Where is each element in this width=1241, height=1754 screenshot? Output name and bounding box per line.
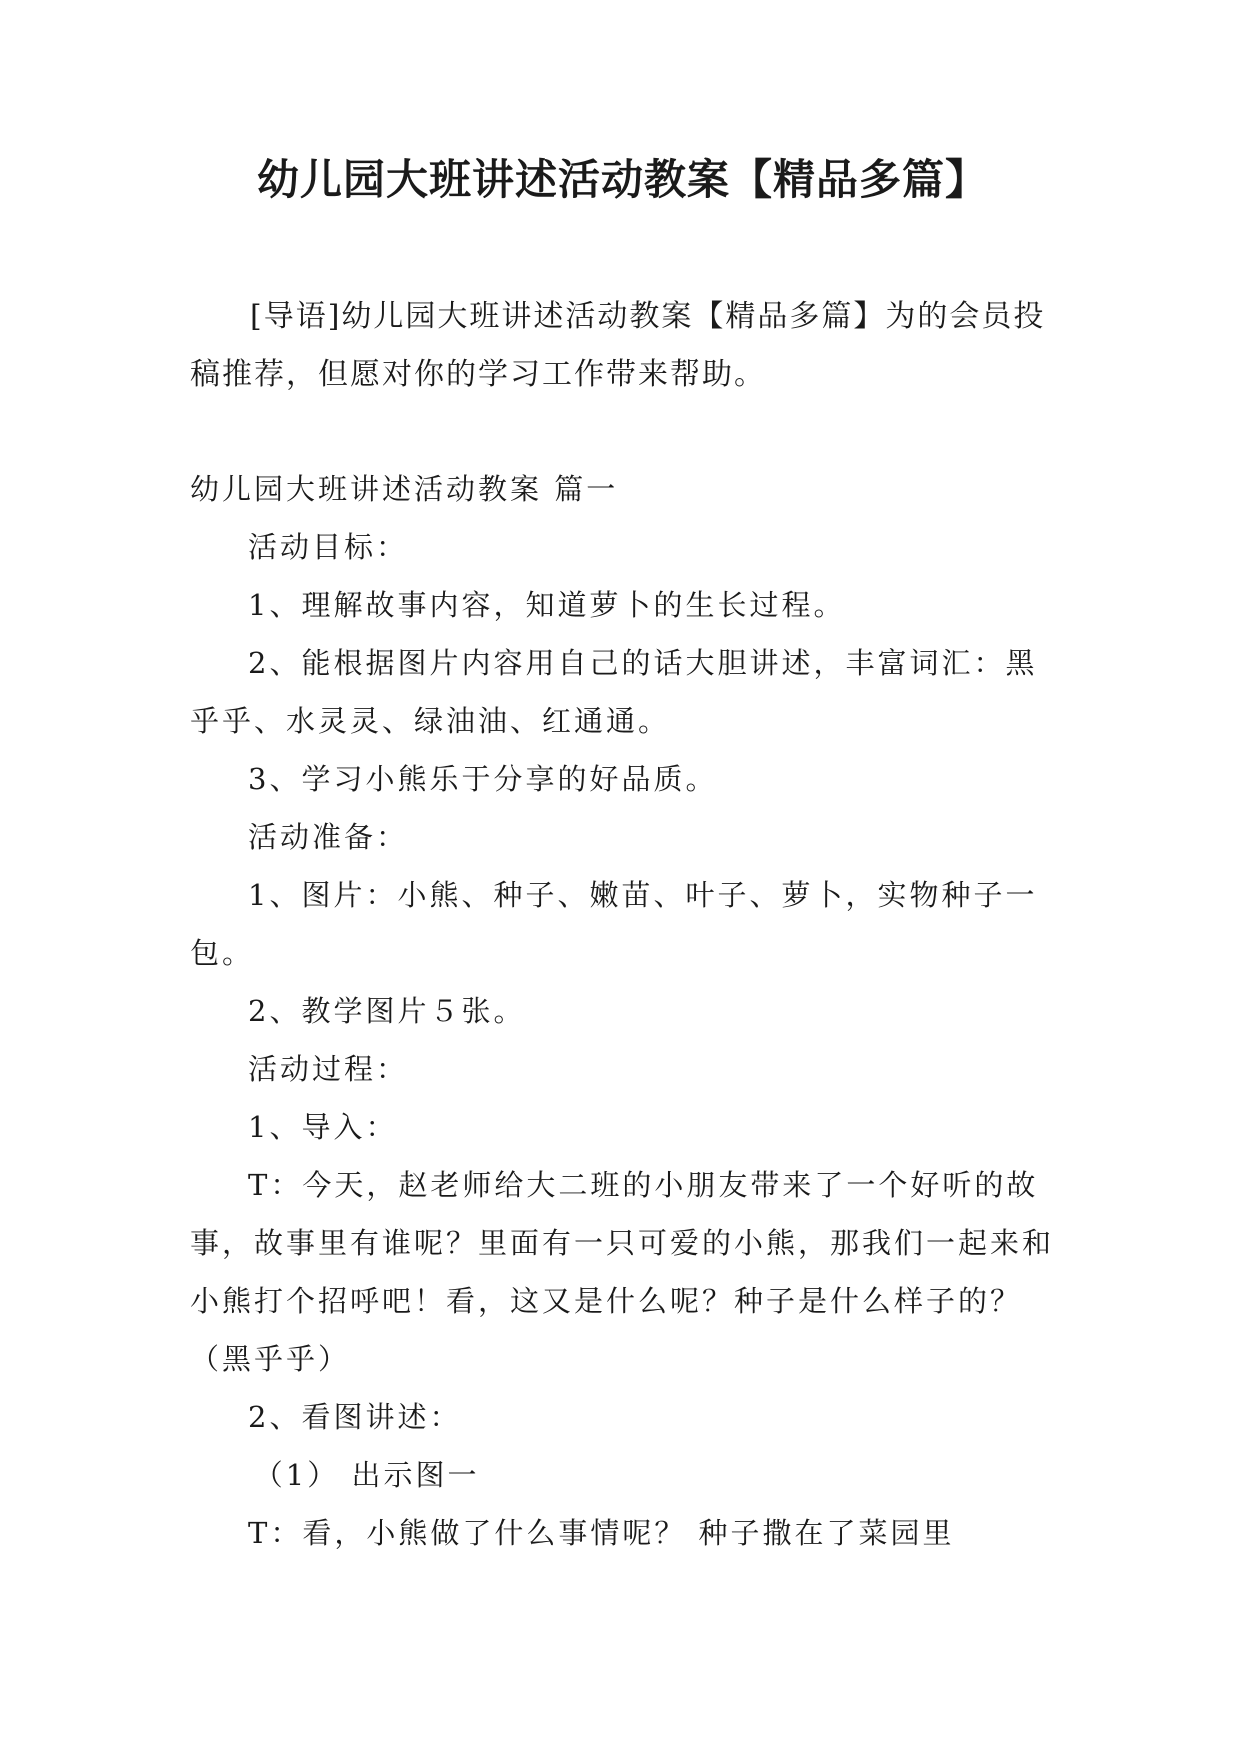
paragraph: 2、看图讲述： [248, 1400, 462, 1434]
intro-paragraph: [导语]幼儿园大班讲述活动教案【精品多篇】为的会员投稿推荐，但愿对你的学习工作带来帮助。 [190, 299, 1046, 392]
paragraph: 2、能根据图片内容用自己的话大胆讲述，丰富词汇：黑乎乎、水灵灵、绿油油、红通通。 [190, 646, 1038, 738]
paragraph: T：今天，赵老师给大二班的小朋友带来了一个好听的故事，故事里有谁呢？里面有一只可爱的小熊，那我们一起来和小熊打个招呼吧！看，这又是什么呢？种子是什么样子的？（黑乎乎） [190, 1168, 1055, 1376]
paragraph: 活动过程： [248, 1052, 409, 1086]
paragraph: 2、教学图片５张。 [248, 994, 526, 1028]
paragraph: 活动目标： [248, 530, 409, 564]
paragraph: 活动准备： [248, 820, 409, 854]
paragraph: 1、图片：小熊、种子、嫩苗、叶子、萝卜，实物种子一包。 [190, 878, 1038, 970]
document-body [190, 460, 1055, 1562]
paragraph: 1、理解故事内容，知道萝卜的生长过程。 [248, 588, 846, 622]
paragraph: T：看，小熊做了什么事情呢？ 种子撒在了菜园里 [248, 1516, 955, 1550]
paragraph: 1、导入： [248, 1110, 398, 1144]
section-heading: 幼儿园大班讲述活动教案 篇一 [190, 472, 619, 506]
paragraph: （1） 出示图一 [253, 1458, 480, 1492]
document-page [190, 0, 1055, 1754]
paragraph: 3、学习小熊乐于分享的好品质。 [248, 762, 718, 796]
document-title: 幼儿园大班讲述活动教案【精品多篇】 [256, 155, 988, 204]
